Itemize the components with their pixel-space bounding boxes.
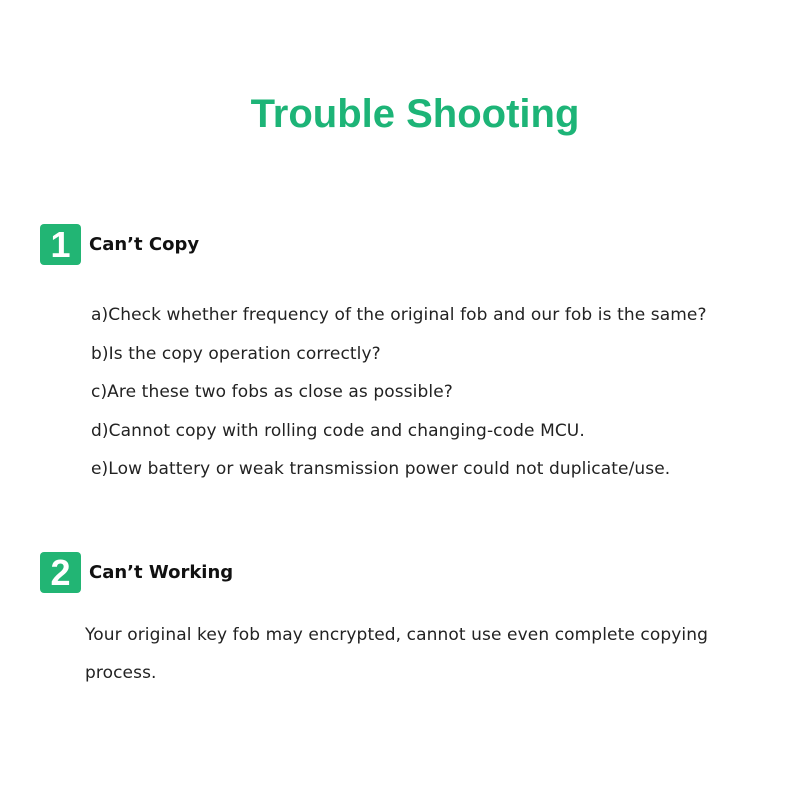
list-item: c)Are these two fobs as close as possible? bbox=[91, 382, 453, 402]
section-header-cant-working bbox=[40, 552, 233, 593]
list-item: a)Check whether frequency of the original fob and our fob is the same? bbox=[91, 305, 707, 325]
list-item: d)Cannot copy with rolling code and changing-code MCU. bbox=[91, 420, 585, 441]
section-number-badge: 2 bbox=[40, 552, 81, 593]
section-title: Can’t Copy bbox=[89, 234, 200, 255]
cant-copy-checklist bbox=[91, 296, 707, 489]
section-number-badge: 1 bbox=[40, 224, 81, 265]
page-title: Trouble Shooting bbox=[250, 92, 580, 136]
cant-working-description: Your original key fob may encrypted, cannot use even complete copying process. bbox=[85, 625, 708, 683]
list-item: b)Is the copy operation correctly? bbox=[91, 343, 381, 364]
list-item: e)Low battery or weak transmission power could not duplicate/use. bbox=[91, 459, 671, 479]
section-title: Can’t Working bbox=[89, 562, 234, 583]
section-header-cant-copy bbox=[40, 224, 199, 265]
